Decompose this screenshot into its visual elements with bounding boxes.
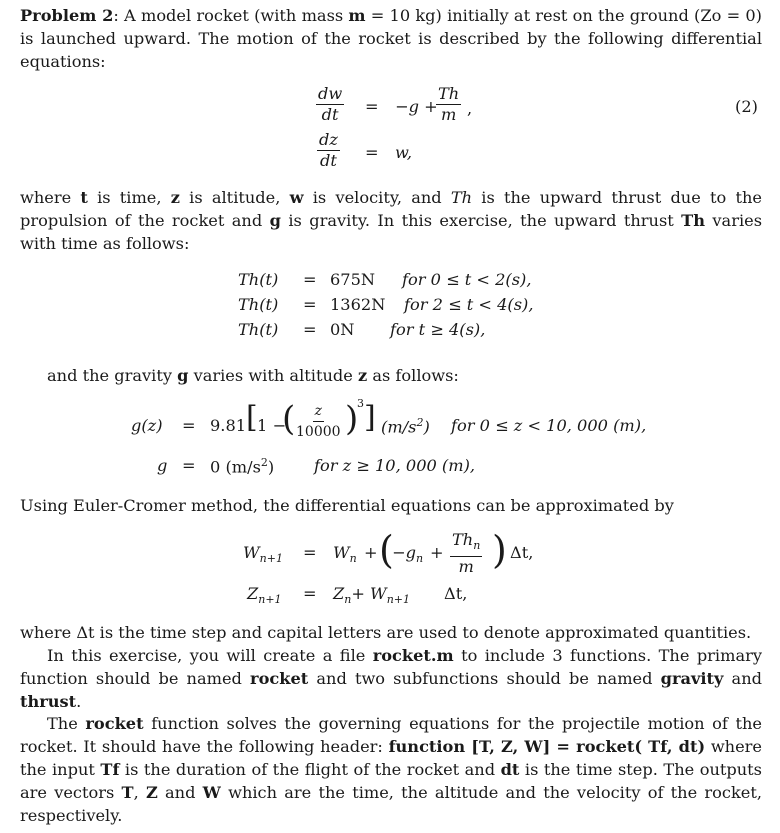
frac-z-10000: $\frac{z}{10000}$: [296, 403, 341, 440]
rocket-function-paragraph: The rocket function solves the governing equations for the projectile motion of the rocket. It should have the following header: function [T, Z, W] = rocket( Tf, dt) where the input Tf is the duration of the flight of the rocket and dt is the time step. The outputs are vectors T, Z and W which are the time, the altitude and the velocity of the rocket, respectively.: [20, 714, 762, 825]
gravity-intro: and the gravity g varies with altitude z as follows:: [47, 366, 459, 385]
frac-dz-dt: $\frac{dz}{dt}$: [319, 130, 338, 170]
problem-intro: Problem 2: A model rocket (with mass m = 10 kg) initially at rest on the ground (Zo = 0) is launched upward. The motion of the rocket is described by the following differential equations:: [20, 6, 762, 71]
frac-th-m: $\frac{Th}{m}$: [438, 84, 460, 124]
file-paragraph: In this exercise, you will create a file rocket.m to include 3 functions. The primary function should be named rocket and two subfunctions should be named gravity and thrust.: [20, 646, 762, 711]
frac-thn-m: $Th_n$ m: [452, 530, 481, 577]
frac-dw-dt: $\frac{dw}{dt}$: [318, 84, 343, 124]
equation-number: (2): [735, 97, 758, 116]
timestep-paragraph: where Δt is the time step and capital letters are used to denote approximated quantities.: [20, 623, 752, 642]
problem-heading: Problem 2: [20, 6, 114, 25]
euler-intro: Using Euler-Cromer method, the differential equations can be approximated by: [20, 496, 674, 515]
variables-paragraph: where t is time, z is altitude, w is velocity, and Th is the upward thrust due to the propulsion of the rocket and g is gravity. In this exercise, the upward thrust Th varies with time as follows:: [20, 188, 763, 253]
